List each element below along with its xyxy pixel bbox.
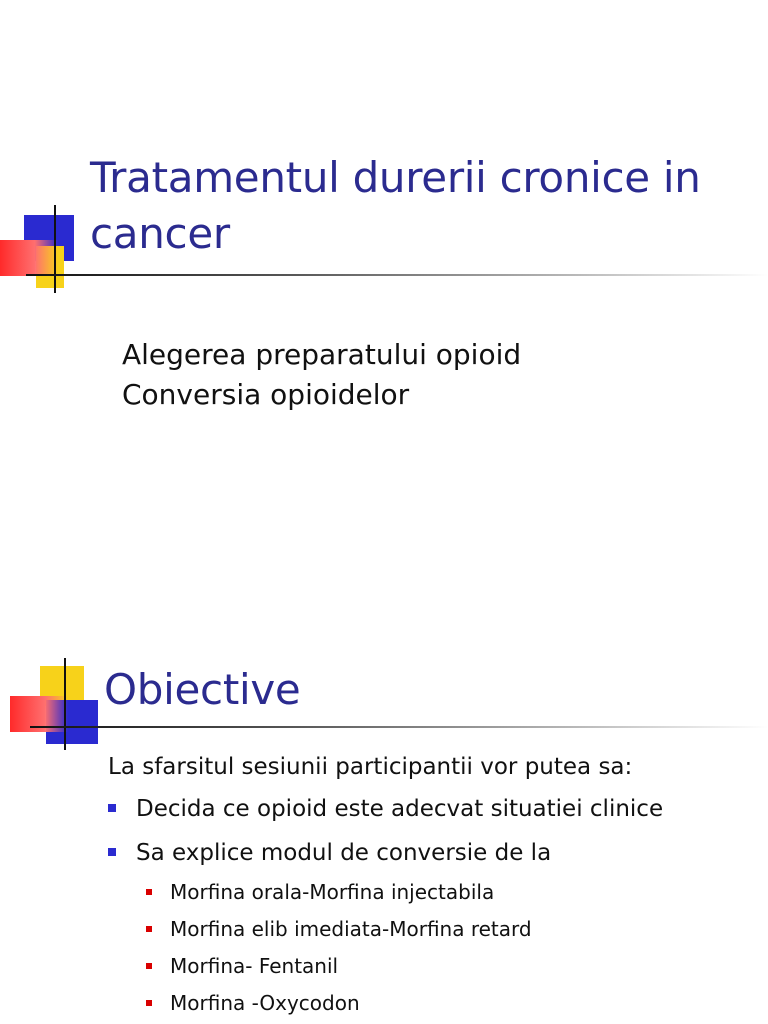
square-bullet-icon xyxy=(108,804,116,812)
vertical-line-shape xyxy=(54,205,56,293)
square-bullet-icon xyxy=(146,889,152,895)
subtitle-line: Alegerea preparatului opioid xyxy=(122,338,522,371)
subtitle-line: Conversia opioidelor xyxy=(122,378,410,411)
title-rule xyxy=(30,726,768,728)
sub-list-item xyxy=(146,917,532,941)
list-item xyxy=(108,840,551,866)
square-bullet-icon xyxy=(146,926,152,932)
vertical-line-shape xyxy=(64,658,66,750)
sub-list-item-text: Morfina -Oxycodon xyxy=(170,991,360,1015)
square-bullet-icon xyxy=(146,963,152,969)
sub-list-item-text: Morfina orala-Morfina injectabila xyxy=(170,880,495,904)
sub-list-item-text: Morfina- Fentanil xyxy=(170,954,339,978)
intro-text: La sfarsitul sesiunii participantii vor putea sa: xyxy=(108,754,633,780)
title-rule xyxy=(26,274,768,276)
red-square-shape xyxy=(0,240,58,276)
sub-list-item xyxy=(146,991,360,1015)
subtitle-block xyxy=(122,335,521,415)
sub-list-item xyxy=(146,954,338,978)
sub-list-item-text: Morfina elib imediata-Morfina retard xyxy=(170,917,532,941)
square-bullet-icon xyxy=(146,1000,152,1006)
list-item xyxy=(108,796,663,822)
slide-title-text: Tratamentul durerii cronice in cancer xyxy=(90,153,701,258)
square-bullet-icon xyxy=(108,848,116,856)
list-item-text: Decida ce opioid este adecvat situatiei clinice xyxy=(136,796,664,822)
list-item-text: Sa explice modul de conversie de la xyxy=(136,840,552,866)
sub-list-item xyxy=(146,880,494,904)
slide-title-text: Obiective xyxy=(104,665,301,714)
